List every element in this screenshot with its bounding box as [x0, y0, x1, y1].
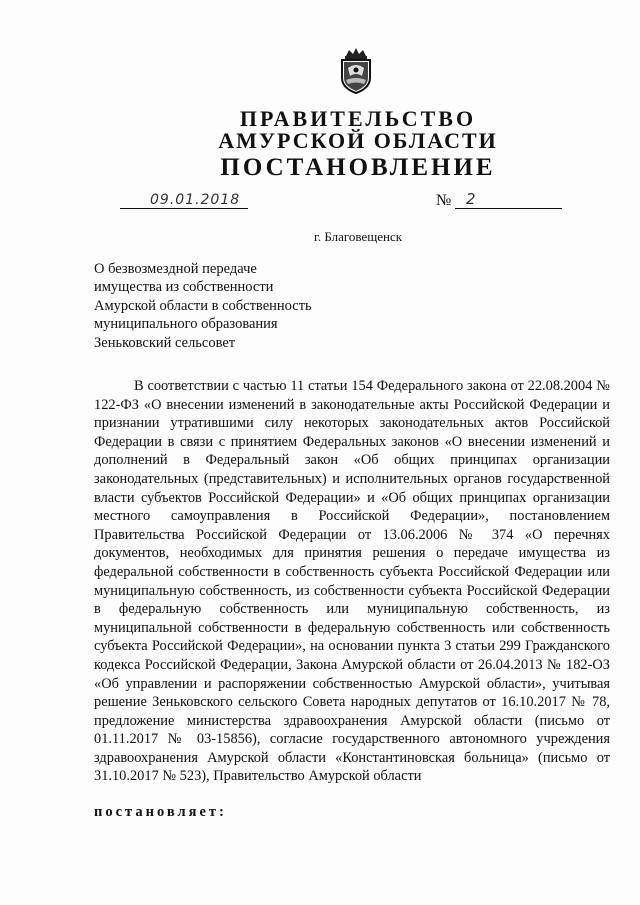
body-paragraph [94, 377, 610, 786]
city-name: г. Благовещенск [314, 229, 403, 244]
subject-line: муниципального образования [94, 316, 278, 333]
decree-word: постановляет: [94, 804, 227, 820]
body-text: В соответствии с частью 11 статьи 154 Федерального закона от 22.08.2004 № 122-ФЗ «О внесении изменений в законодательные акты Российской Федерации и признании утратившими силу некоторых законодательных актов Российской Федерации в связи с принятием Федеральных законов «О внесении изменений и дополнений в Федеральный закон «Об общих принципах организации законодательных (представительных) и исполнительных органов государственной власти субъектов Российской Федерации» и «Об общих принципах организации местного самоуправления в Российской Федерации», постановлением Правительства Российской Федерации от 13.06.2006 № 374 «О перечнях документов, необходимых для принятия решения о передаче имущества из федеральной собственности в собственность субъекта Российской Федерации или муниципальную собственность, из собственности субъекта Российской Федерации в федеральную собственность или муниципальную собственность, из муниципальной собственности в федеральную собственность или собственность субъекта Российской Федерации», на основании пункта 3 статьи 299 Гражданского кодекса Российской Федерации, Закона Амурской области от 26.04.2013 № 182-ОЗ «Об управлении и распоряжении собственностью Амурской области», учитывая решение Зеньковского сельского Совета народных депутатов от 16.10.2017 № 78, предложение министерства здравоохранения Амурской области (письмо от 01.11.2017 № 03-15856), согласие государственного автономного учреждения здравоохранения Амурской области «Константиновская больница» (письмо от 31.10.2017 № 523), Правительство Амурской области [94, 378, 610, 785]
coat-of-arms-icon [336, 48, 376, 94]
subject-line: Амурской области в собственность [94, 297, 312, 314]
document-type-title: ПОСТАНОВЛЕНИЕ [220, 154, 496, 181]
number-underline [455, 208, 562, 209]
document-number: 2 [466, 190, 476, 208]
subject-line: О безвозмездной передаче [94, 261, 257, 277]
government-title-line2: АМУРСКОЙ ОБЛАСТИ [218, 128, 498, 153]
document-subject [94, 260, 374, 352]
number-label: № [436, 192, 452, 209]
government-title-line1: ПРАВИТЕЛЬСТВО [239, 106, 477, 131]
date-underline [120, 208, 248, 209]
subject-line: Зеньковский сельсовет [94, 334, 236, 351]
subject-line: имущества из собственности [94, 279, 274, 296]
document-date: 09.01.2018 [150, 192, 241, 208]
